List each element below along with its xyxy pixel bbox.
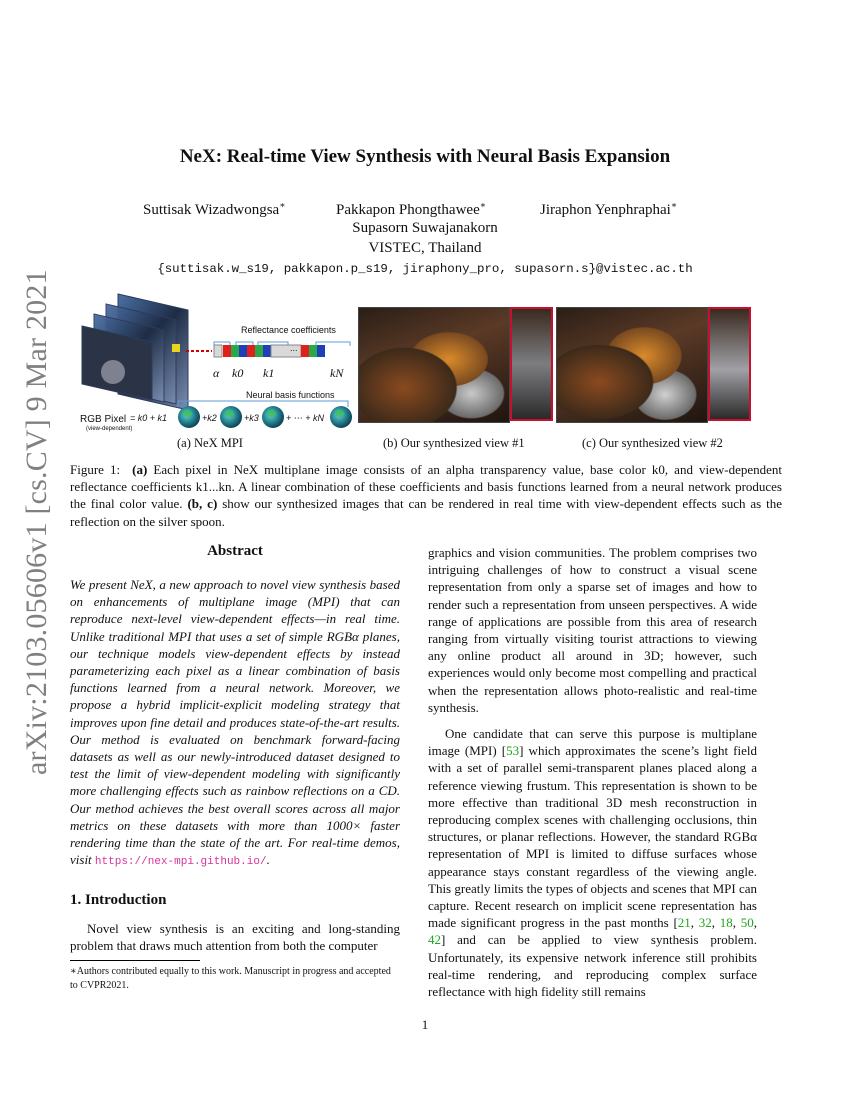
p2-text-c: ] and can be applied to view synthesis problem. Unfortunately, its expensive network inference still prohibits real-time rendering, and reproducing complex surface reflectance with high fidelity still remains [428,932,757,1000]
footnote: ∗Authors contributed equally to this work. Manuscript in progress and accepted to CVPR2021. [70,966,391,991]
coef-kn-label: kN [330,366,344,380]
author-2 [336,200,486,219]
coef-alpha-label: α [213,366,220,380]
eq-part-2: +k2 [202,413,217,423]
author-1-name: Suttisak Wizadwongsa [143,202,280,218]
coef-dots: ... [290,343,298,353]
right-paragraph-2: One candidate that can serve this purpose is multiplane image (MPI) [53] which approximates the scene’s light field with a set of parallel semi-transparent planes placed along a reference viewing frustum. This representation is shown to be more effective than traditional 3D mesh reconstruction in reproducing complex scenes with challenging occlusions, thin structures, or planar reflections. However, the standard RGBα representation of MPI is limited to diffuse surfaces whose appearance stays constant regardless of the viewing angle. This greatly limits the types of objects and scenes that MPI can capture. Recent research on implicit scene representation has made significant progress in the past months [21, 32, 18, 50, 42] and can be applied to view synthesis problem. Unfortunately, its expensive network inference still prohibits real-time rendering, and reproducing complex surface reflectance with high fidelity still remains [428,726,758,1000]
author-2-name: Pakkapon Phongthawee [336,202,480,218]
eq-part-4: + ⋯ + kN [286,413,325,423]
abstract-end: . [266,852,270,868]
author-3 [540,200,677,219]
author-1-mark: ∗ [279,200,286,210]
caption-text-1: Each pixel in NeX multiplane image consists of an alpha transparency value, base color k0, and view-dependent reflectance coefficients k1...kn. A linear combination of these coefficients and basis functions learned from a neural network produces the final color value. [70,462,782,512]
abstract-body [70,576,400,871]
coef-k0-label: k0 [232,366,244,380]
intro-heading: 1. Introduction [70,892,167,908]
rgb-pixel-sub: (view-dependent) [86,426,133,432]
basis-globe-icon [262,406,284,428]
p2-text-b: ] which approximates the scene’s light field with a set of parallel semi-transparent planes placed along a reference viewing frustum. This representation is shown to be more effective than traditional 3D mesh reconstruction in reproducing complex scenes with challenging occlusions, thin structures, or planar reflections. However, the standard RGBα representation of MPI is limited to diffuse surfaces whose appearance stays constant regardless of the viewing angle. This greatly limits the types of objects and scenes that MPI can capture. Recent research on implicit scene representation has made significant progress in the past months [ [428,743,758,931]
citation-link[interactable]: 50 [740,915,754,931]
basis-globe-icon [220,406,242,428]
caption-text-2: show our synthesized images that can be rendered in real time with view-dependent effects such as the reflection on the silver spoon. [70,496,782,529]
subcaption-b: (b) Our synthesized view #1 [383,436,525,450]
citation-link[interactable]: 21 [677,915,691,931]
abstract-text: We present NeX, a new approach to novel view synthesis based on enhancements of multiplane image (MPI) that can reproduce next-level view-dependent effects—in real time. Unlike traditional MPI that uses a set of simple RGBα planes, our technique models view-dependent effects by instead parameterizing each pixel as a linear combination of basis functions learned from a neural network. Moreover, we propose a hybrid implicit-explicit modeling strategy that improves upon fine detail and produces state-of-the-art results. Our method is evaluated on benchmark forward-facing datasets as well as our newly-introduced dataset designed to test the limit of view-dependent modeling with significantly more challenging effects such as rainbow reflections on a CD. Our method achieves the best overall scores across all major metrics on these datasets with more than 1000× faster rendering time than the state of the art. For real-time demos, visit [70,577,400,868]
caption-label: Figure 1: [70,462,121,477]
footnote-rule [70,960,200,961]
citation-link[interactable]: 32 [698,915,712,931]
basis-globe-icon [330,406,352,428]
coefficient-bar [186,344,356,360]
synth-view-1-inset [510,307,553,421]
reflectance-label: Reflectance coefficients [241,325,336,335]
synth-view-1-image [358,307,510,423]
mpi-planes-graphic [78,292,198,412]
citation-link[interactable]: 42 [428,932,441,948]
basis-bracket [173,398,353,408]
p2-text-a: One candidate that can serve this purpose is multiplane image (MPI) [ [428,726,757,759]
caption-part-bc: (b, c) [187,496,218,512]
basis-globe-icon [178,406,200,428]
author-4: Supasorn Suwajanakorn [352,220,498,236]
intro-paragraph: Novel view synthesis is an exciting and long-standing problem that draws much attention from both the computer [70,921,400,954]
author-3-name: Jiraphon Yenphraphai [540,202,671,218]
synth-view-2-inset [708,307,751,421]
synth-view-2-image [556,307,708,423]
abstract-heading: Abstract [207,543,263,559]
arxiv-stamp: arXiv:2103.05606v1 [cs.CV] 9 Mar 2021 [20,269,53,775]
author-emails: {suttisak.w_s19, pakkapon.p_s19, jiraphony_pro, supasorn.s}@vistec.ac.th [157,262,693,276]
basis-label: Neural basis functions [246,390,335,400]
author-1 [143,200,285,219]
eq-part-3: +k3 [244,413,259,423]
caption-part-a: (a) [132,462,148,477]
figure-caption [70,461,782,530]
citation-link[interactable]: 53 [506,743,520,759]
subcaption-c: (c) Our synthesized view #2 [582,436,723,450]
paper-title: NeX: Real-time View Synthesis with Neural Basis Expansion [179,146,671,167]
right-paragraph-1: graphics and vision communities. The problem comprises two intriguing challenges of how to construct a visual scene representation from only a sparse set of images and how to render such a representation from unseen perspectives. A wide range of applications are possible from this area of research ranging from virtually visiting tourist attractions to viewing any online product all around in 3D; however, such experiences would only become most compelling and practical when the representation allows photo-realistic and real-time synthesis. [428,545,757,715]
subcaption-a: (a) NeX MPI [177,436,243,450]
coef-k1-label: k1 [263,366,275,380]
eq-part-1: = k0 + k1 [130,413,168,423]
demo-link[interactable]: https://nex-mpi.github.io/ [94,856,267,869]
rgb-pixel-label: RGB Pixel [80,414,127,425]
figure-nex-mpi [78,292,353,434]
citation-link[interactable]: 18 [719,915,733,931]
page-number: 1 [421,1017,429,1032]
author-3-mark: ∗ [670,200,677,210]
author-2-mark: ∗ [479,200,486,210]
affiliation: VISTEC, Thailand [368,240,482,256]
